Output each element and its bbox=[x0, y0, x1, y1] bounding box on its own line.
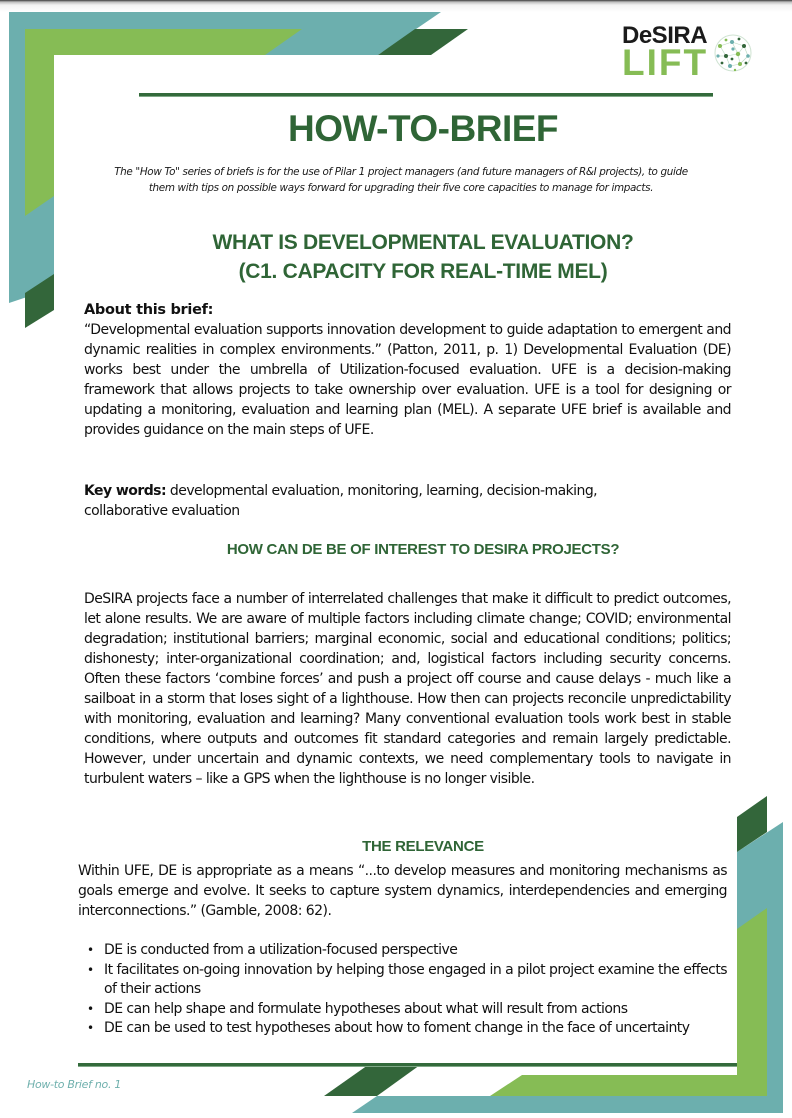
bullet-icon: • bbox=[87, 1001, 94, 1016]
header-rule bbox=[139, 93, 713, 96]
desira-lift-logo bbox=[622, 22, 762, 82]
bullet-text: It facilitates on-going innovation by helping those engaged in a pilot project examine the effects of their actions bbox=[104, 961, 727, 997]
bullet-item bbox=[78, 1000, 727, 1020]
network-globe-icon bbox=[712, 32, 754, 74]
subtitle-line-1: WHAT IS DEVELOPMENTAL EVALUATION? bbox=[212, 231, 634, 254]
relevance-bullet-list bbox=[78, 941, 727, 1039]
keywords bbox=[84, 481, 731, 521]
intro-line-1: The "How To" series of briefs is for the use of Pilar 1 project managers (and future managers of R&I projects), to guide bbox=[114, 166, 688, 178]
page-title: HOW-TO-BRIEF bbox=[287, 108, 559, 149]
bullet-icon: • bbox=[87, 962, 94, 977]
logo-text-lift: LIFT bbox=[622, 42, 709, 83]
keywords-text-line-2: collaborative evaluation bbox=[84, 503, 240, 519]
bullet-text: DE can help shape and formulate hypotheses about what will result from actions bbox=[104, 1000, 628, 1017]
keywords-text: developmental evaluation, monitoring, learning, decision-making, bbox=[166, 483, 598, 499]
intro-text bbox=[86, 164, 716, 196]
section-body-interest: DeSIRA projects face a number of interrelated challenges that make it difficult to predict outcomes, let alone results. We are aware of multiple factors including climate change; COVID; environmental degradation; institutional barriers; marginal economic, social and educational conditions; politics; dishonesty; inter-organizational coordination; and, logistical factors including security concerns. Often these factors ‘combine forces’ and push a project off course and cause delays - much like a sailboat in a storm that loses sight of a lighthouse. How then can projects reconcile unpredictability with monitoring, evaluation and learning? Many conventional evaluation tools work best in stable conditions, where outputs and outcomes fit standard categories and remain largely predictable. However, under uncertain and dynamic contexts, we need complementary tools to navigate in turbulent waters – like a GPS when the lighthouse is no longer visible. bbox=[84, 591, 731, 787]
bullet-text: DE can be used to test hypotheses about how to foment change in the face of uncertainty bbox=[104, 1020, 690, 1036]
subtitle-line-2: (C1. CAPACITY FOR REAL-TIME MEL) bbox=[238, 260, 608, 283]
section-body-relevance: Within UFE, DE is appropriate as a means “...to develop measures and monitoring mechanisms as goals emerge and evolve. It seeks to capture system dynamics, interdependencies and emerging interconnections.” (Gamble, 2008: 62). bbox=[78, 863, 727, 919]
section-heading-interest: HOW CAN DE BE OF INTEREST TO DESIRA PROJECTS? bbox=[226, 541, 620, 558]
footer-rule bbox=[78, 1063, 737, 1066]
frame-darkgreen-bottom bbox=[324, 1065, 420, 1096]
bullet-item bbox=[78, 1019, 727, 1039]
intro-line-2: them with tips on possible ways forward for upgrading their five core capacities to manage for impacts. bbox=[148, 182, 654, 194]
keywords-label: Key words: bbox=[84, 483, 167, 499]
page-subtitle bbox=[54, 228, 792, 286]
bullet-item bbox=[78, 941, 727, 961]
bullet-icon: • bbox=[87, 943, 94, 957]
footer-brief-number: How-to Brief no. 1 bbox=[27, 1078, 122, 1091]
about-heading: About this brief: bbox=[84, 302, 214, 318]
bullet-text: DE is conducted from a utilization-focused perspective bbox=[104, 942, 458, 958]
bullet-item bbox=[78, 961, 727, 1000]
section-heading-relevance: THE RELEVANCE bbox=[362, 838, 484, 855]
logo-text-desira: DeSIRA bbox=[622, 22, 708, 49]
bullet-icon: • bbox=[87, 1021, 94, 1035]
about-body: “Developmental evaluation supports innovation development to guide adaptation to emergent and dynamic realities in complex environments.” (Patton, 2011, p. 1) Developmental Evaluation (DE) works best under the umbrella of Utilization-focused evaluation. UFE is a decision-making framework that allows projects to take ownership over evaluation. UFE is a tool for designing or updating a monitoring, evaluation and learning plan (MEL). A separate UFE brief is available and provides guidance on the main steps of UFE. bbox=[84, 322, 731, 438]
